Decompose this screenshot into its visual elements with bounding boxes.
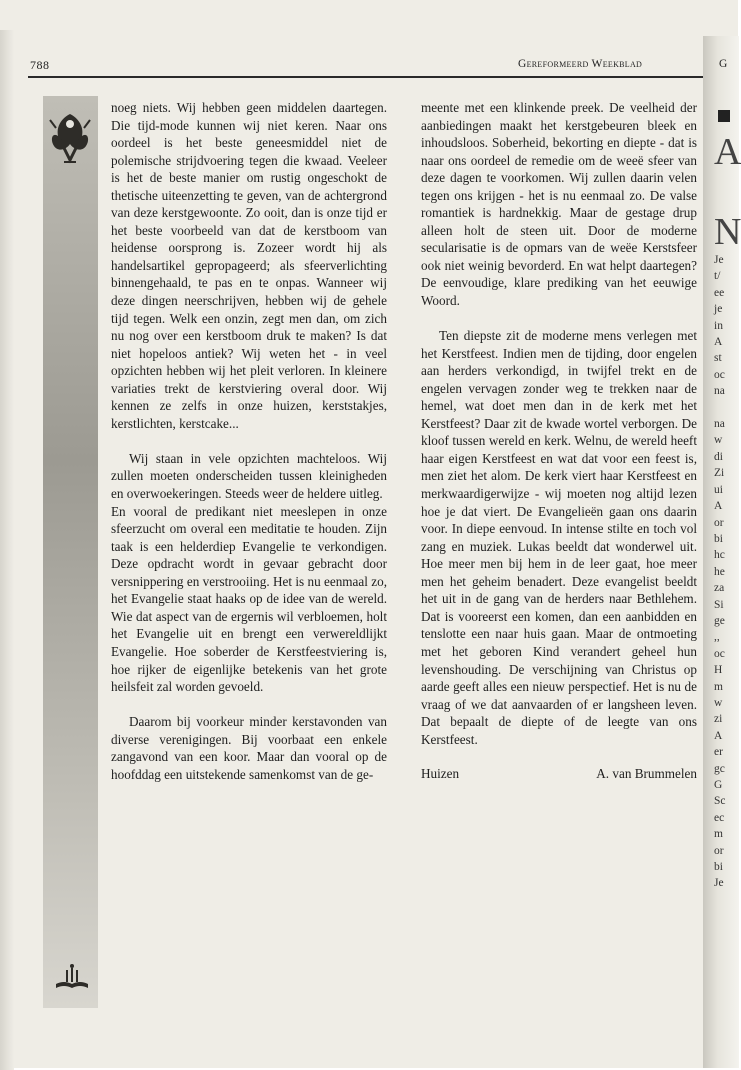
next-page-fragment: he — [714, 565, 725, 578]
next-page-fragment: ui — [714, 483, 723, 496]
next-page-fragment: ge — [714, 614, 725, 627]
next-page-fragment: na — [714, 385, 725, 398]
next-page-fragment: za — [714, 582, 725, 595]
square-bullet-icon — [718, 110, 730, 122]
next-page-fragment: m — [714, 680, 723, 693]
paragraph: En vooral de predikant niet meeslepen in onze sfeerzucht om overal een meditatie te houden. Zijn taak is een helderdiep Evangelie te verkondigen. Deze opdracht wordt in gevaar gebracht door versnippering en verstrooiing. Het is nu eenmaal zo, het Evangelie staat haaks op de idee van de wereld. Wie dat aspect van de ergernis wil verbloemen, holt het Evangelie uit en brengt een verwereldlijkt Evangelie. Hoe soberder de Kerstfeestviering is, hoe rijker de eigenlijke betekenis van het grote heilsfeit zal worden gevoeld. — [111, 503, 387, 695]
next-page-fragment: H — [714, 664, 723, 677]
next-page-fragment: bi — [714, 532, 723, 545]
next-page-fragment: ee — [714, 286, 725, 299]
next-page-fragments — [714, 252, 738, 892]
next-page-fragment: st — [714, 352, 722, 365]
next-page-fragment: t/ — [714, 270, 721, 283]
next-page-fragment: A — [714, 336, 723, 349]
next-page-fragment: or — [714, 516, 724, 529]
header-rule — [28, 76, 712, 78]
journal-title: Gereformeerd Weekblad — [518, 58, 643, 70]
next-page-fragment — [714, 400, 738, 416]
page-shadow — [0, 30, 14, 1070]
next-page-fragment: oc — [714, 647, 725, 660]
drop-letter: A — [714, 131, 741, 173]
drop-letter: N — [714, 211, 741, 253]
place-name: Huizen — [421, 766, 460, 782]
next-page-fragment: na — [714, 418, 725, 431]
next-page-fragment: or — [714, 844, 724, 857]
next-page-edge — [714, 88, 741, 1068]
next-page-fragment: ec — [714, 811, 725, 824]
paragraph: noeg niets. Wij hebben geen middelen daartegen. Die tijd-mode kunnen wij niet keren. Naar ons oordeel is het beste geneesmiddel niet de polemische strijdvoering tegen die kwaad. Veeleer is het de beste manier om rustig ongeschokt de thetische uiteenzetting te geven, van de achtergrond van deze kerstgewoonte. Zo ooit, dan is onze tijd er het beste voorbeeld van dat de kerstboom van heidense oorsprong is. Zozeer wordt hij als handelsartikel gepropageerd; als sfeerverlichting binnengehaald, te pas en te onpas. Wanneer wij deze dingen neerschrijven, hebben wij de gehele tijd tegen. Welk een onzin, zegt men dan, om zich nu nog over een kerstboom druk te maken? Is dat niet hopeloos antiek? Wij weten het - in veel opzichten hebben wij het pleit verloren. In kleinere variaties trekt de kerstviering overal door. Wij kennen ze zelfs in onze huizen, kerststakjes, kerstlichten, kerstcake... — [111, 100, 387, 431]
next-page-fragment: in — [714, 319, 723, 332]
angels-emblem-icon — [46, 110, 94, 172]
author-name: A. van Brummelen — [596, 766, 697, 782]
next-page-fragment: bi — [714, 861, 723, 874]
column-right — [421, 99, 697, 783]
page-number: 788 — [30, 58, 50, 72]
next-page-fragment: Je — [714, 877, 724, 890]
next-page-fragment: Zi — [714, 467, 725, 480]
column-left — [111, 99, 387, 783]
next-page-fragment: G — [714, 779, 723, 791]
next-page-fragment: er — [714, 746, 723, 759]
paragraph: Daarom bij voorkeur minder kerstavonden van diverse verenigingen. Bij voorbaat een enkele zangavond van een koor. Maar dan vooral op de hoofddag een uitstekende samenkomst van de ge- — [111, 714, 387, 782]
next-page-fragment: A — [714, 729, 723, 742]
next-page-fragment: oc — [714, 368, 725, 381]
paragraph: Ten diepste zit de moderne mens verlegen met het Kerstfeest. Indien men de tijding, door engelen aan herders verkondigd, in twijfel trekt en de engelen vervagen zonder weg te trekken naar de hemel, wat doet men dan in de kerk met het Kerstfeest? Daar zit de kwade wortel verborgen. De kloof tussen wereld en kerk. Welnu, de wereld heeft haar eigen Kerstfeest en wat dat voor een feest is, men ziet het alom. De kerk viert haar Kerstfeest en merkwaardigerwijze - wij moeten nog altijd lezen hoe je dat viert. De Evangelieën gaan ons daarin voor. In diepe eenvoud. In intense stilte en toch vol zang en muziek. Lukas beeldt dat wonderwel uit. Hoe meer men bij hem in de leer gaat, hoe meer men het geheim benadert. Deze evangelist beeldt het uit in de gang van de herders naar Bethlehem. Dat is vooreerst een komen, dan een aanbidden en tenslotte een naar huis gaan. Maar de ontmoeting met het geboren Kind verandert geheel hun levenshouding. De verschijning van Christus op aarde geeft alles een nieuw perspectief. Het is nu de vraag of we dat aanvaarden of er langsheen leven. Dat bepaalt de diepte of de leegte van ons Kerstfeest. — [421, 328, 697, 747]
next-page-fragment: m — [714, 828, 723, 841]
next-page-fragment: ,, — [714, 631, 720, 644]
next-page-fragment: Si — [714, 598, 724, 611]
next-page-fragment: A — [714, 500, 723, 513]
next-page-fragment: Sc — [714, 795, 726, 808]
open-bible-candle-icon — [54, 962, 90, 990]
next-page-header: G — [719, 58, 728, 70]
next-page-fragment: w — [714, 434, 723, 447]
signature-line — [421, 765, 697, 783]
next-page-fragment: je — [714, 303, 723, 316]
next-page-fragment: w — [714, 696, 723, 709]
next-page-fragment: hc — [714, 549, 725, 562]
next-page-fragment: gc — [714, 762, 725, 775]
next-page-fragment: di — [714, 450, 723, 463]
next-page-fragment: Je — [714, 254, 724, 266]
paragraph: meente met een klinkende preek. De veelheid der aanbiedingen maakt het kerstgebeuren bleek en inhoudsloos. Soberheid, bekorting en diepte - dat is naar ons oordeel de remedie om de weeë sfeer van deze dagen te voorkomen. Wij zullen daarin velen tegen ons krijgen - het is nu eenmaal zo. De valse romantiek is hardnekkig. Maar de gestage drup alleen holt de steen uit. Door de moderne secularisatie is de opmars van de weëe Kerstsfeer ook niet weinig bevorderd. En wat helpt daartegen? De eenvoudige, klare prediking van het eeuwige Woord. — [421, 100, 697, 309]
next-page-fragment: zi — [714, 713, 723, 726]
paragraph: Wij staan in vele opzichten machteloos. Wij zullen moeten onderscheiden tussen kleinigheden en overwoekeringen. Steeds weer de heldere uitleg. — [111, 450, 387, 502]
decorative-sidebar — [43, 96, 98, 1008]
